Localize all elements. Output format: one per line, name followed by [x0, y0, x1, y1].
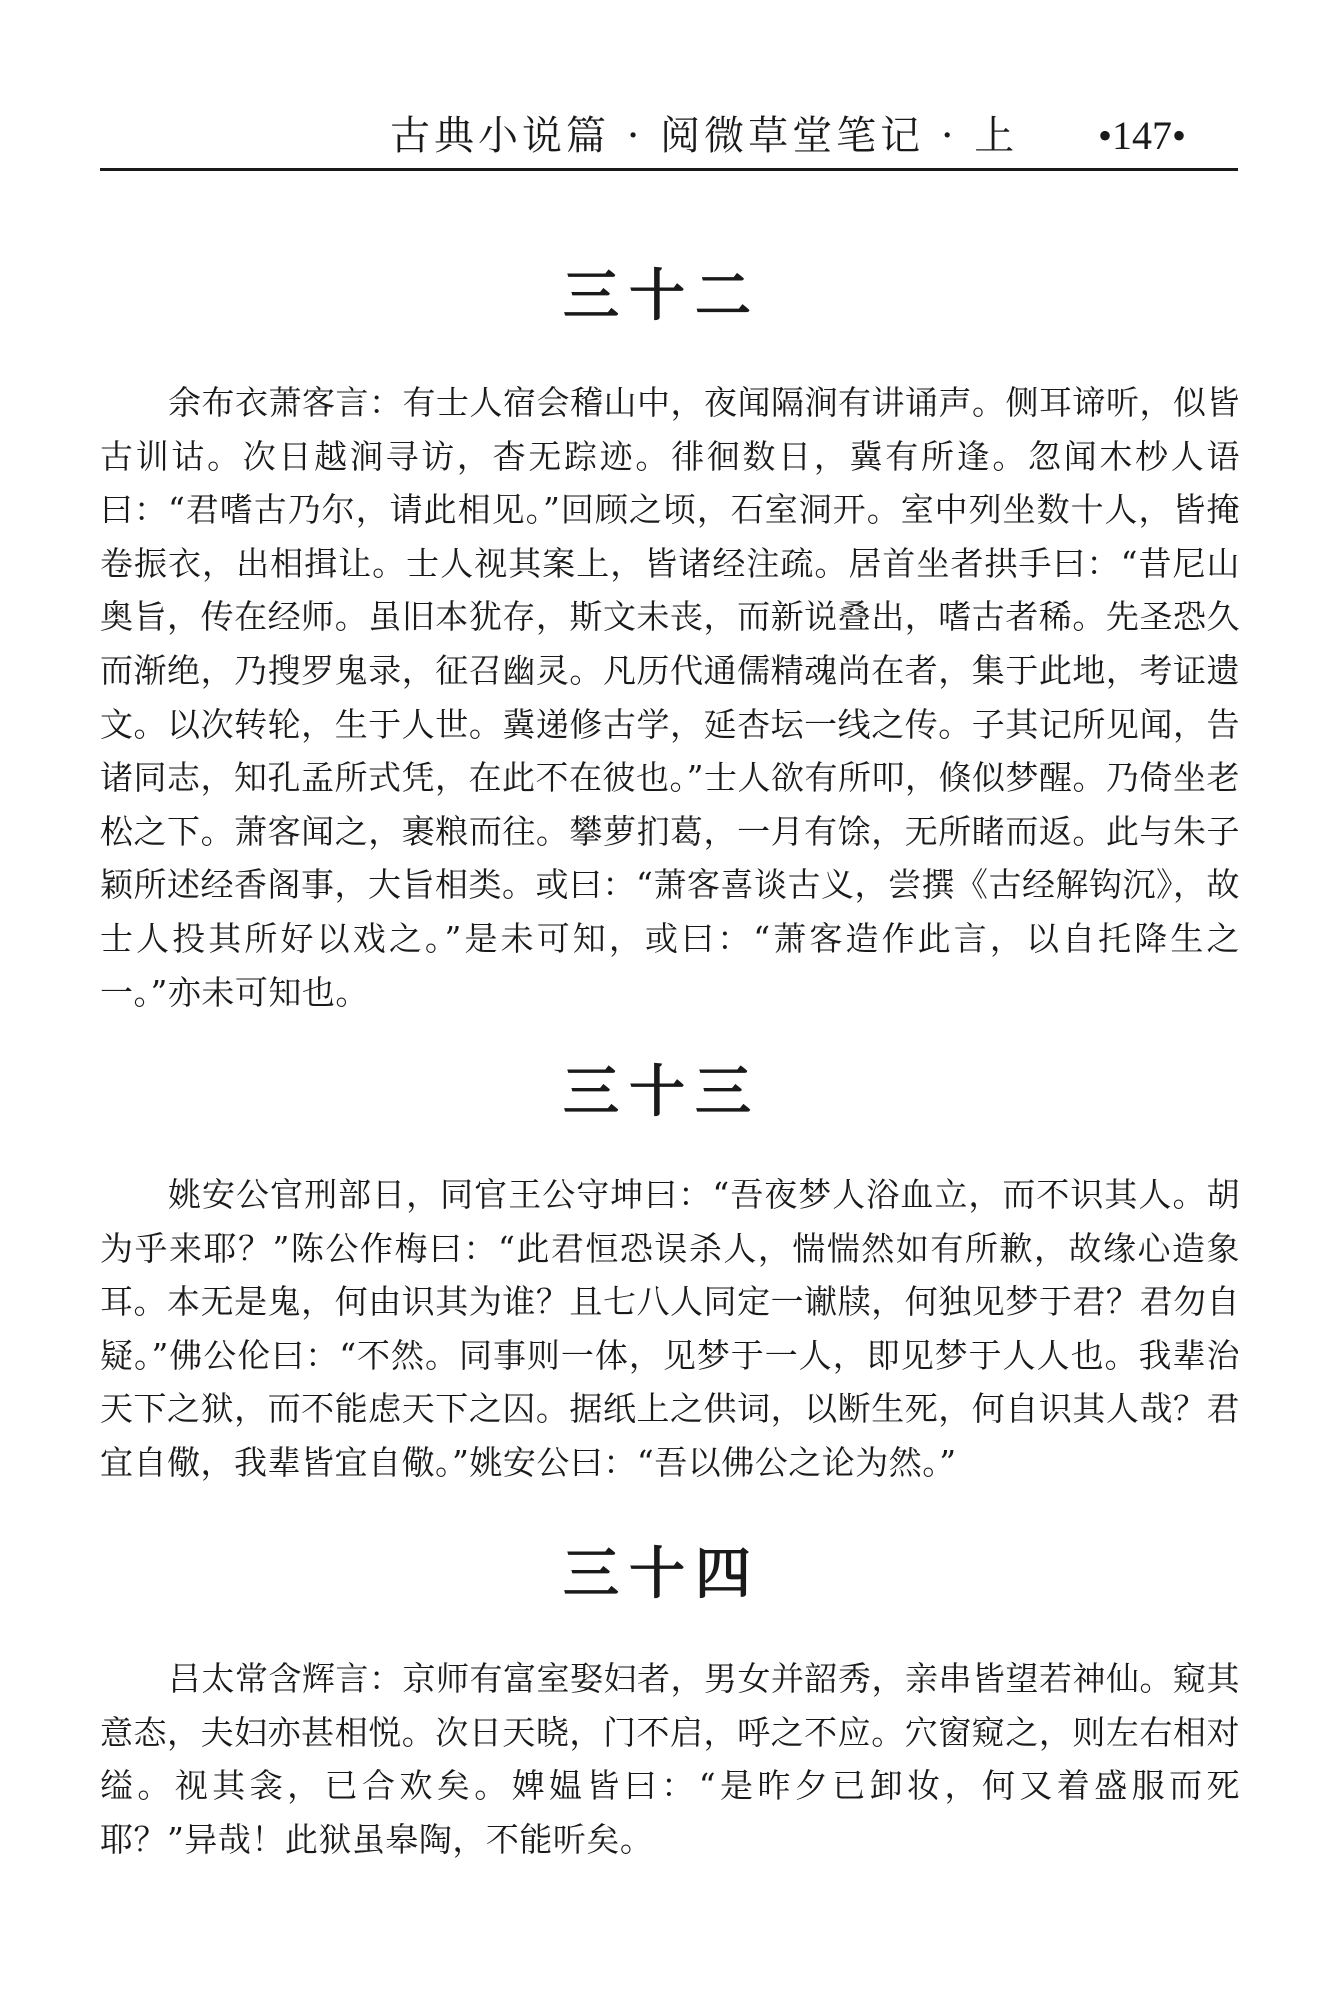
section-heading: 三十四 [563, 1542, 761, 1607]
section-paragraph: 余布衣萧客言：有士人宿会稽山中，夜闻隔涧有讲诵声。侧耳谛听，似皆古训诂。次日越涧寻访，杳无踪迹。徘徊数日，冀有所逢。忽闻木杪人语曰：“君嗜古乃尔，请此相见。”回顾之顷，石室洞开。室中列坐数十人，皆掩卷振衣，出相揖让。士人视其案上，皆诸经注疏。居首坐者拱手曰：“昔尼山奥旨，传在经师。虽旧本犹存，斯文未丧，而新说叠出，嗜古者稀。先圣恐久而渐绝，乃搜罗鬼录，征召幽灵。凡历代通儒精魂尚在者，集于此地，考证遗文。以次转轮，生于人世。冀递修古学，延杏坛一线之传。子其记所见闻，告诸同志，知孔孟所式凭，在此不在彼也。”士人欲有所叩，倏似梦醒。乃倚坐老松之下。萧客闻之，裹粮而往。攀萝扪葛，一月有馀，无所睹而返。此与朱子颖所述经香阁事，大旨相类。或曰：“萧客喜谈古义，尝撰《古经解钩沉》，故士人投其所好以戏之。”是未可知，或曰：“萧客造作此言，以自托降生之一。”亦未可知也。 [100, 383, 1240, 1012]
header-title: 古典小说篇 · 阅微草堂笔记 · 上 [390, 113, 1019, 159]
header-rule [100, 168, 1238, 171]
running-header [100, 108, 1238, 164]
section-heading: 三十三 [563, 1060, 761, 1125]
section-paragraph: 吕太常含辉言：京师有富室娶妇者，男女并韶秀，亲串皆望若神仙。窥其意态，夫妇亦甚相悦。次日天晓，门不启，呼之不应。穴窗窥之，则左右相对缢。视其衾，已合欢矣。婢媪皆曰：“是昨夕已卸妆，何又着盛服而死耶？”异哉！此狱虽皋陶，不能听矣。 [100, 1659, 1240, 1859]
section-heading: 三十二 [563, 264, 761, 329]
section-paragraph: 姚安公官刑部日，同官王公守坤曰：“吾夜梦人浴血立，而不识其人。胡为乎来耶？”陈公作梅曰：“此君恒恐误杀人，惴惴然如有所歉，故缘心造象耳。本无是鬼，何由识其为谁？且七八人同定一谳牍，何独见梦于君？君勿自疑。”佛公伦曰：“不然。同事则一体，见梦于一人，即见梦于人人也。我辈治天下之狱，而不能虑天下之囚。据纸上之供词，以断生死，何自识其人哉？君宜自儆，我辈皆宜自儆。”姚安公曰：“吾以佛公之论为然。” [100, 1175, 1240, 1482]
page-number: •147• [1097, 113, 1186, 158]
